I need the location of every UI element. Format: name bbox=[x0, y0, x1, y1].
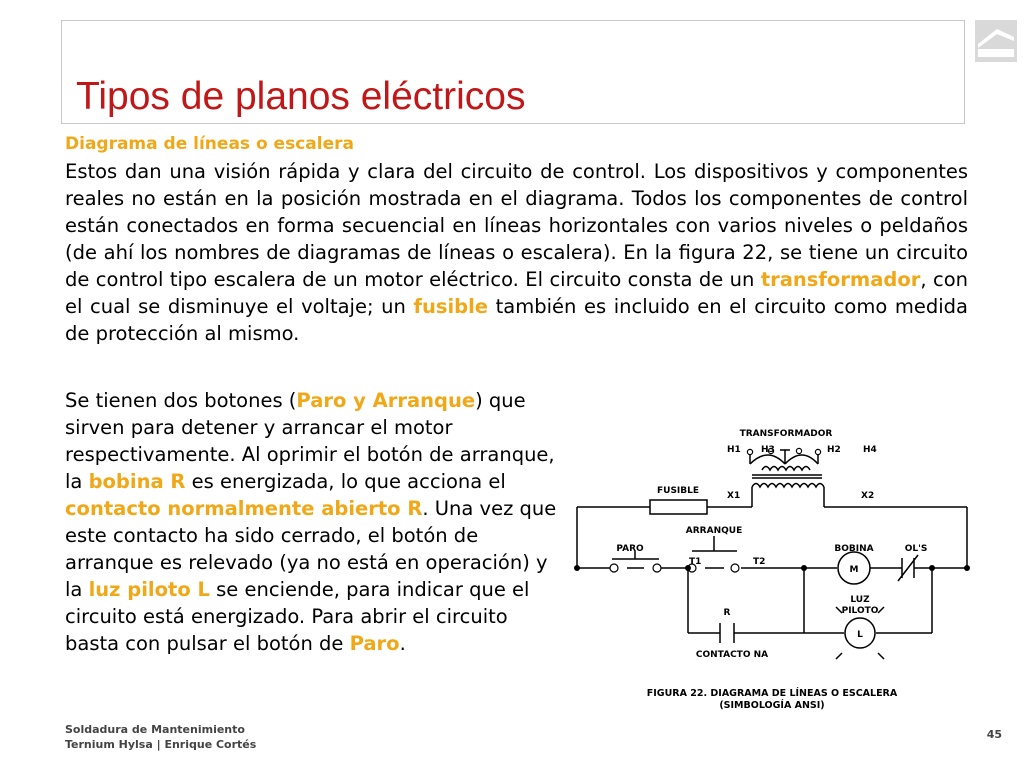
keyword-fusible: fusible bbox=[413, 295, 488, 318]
keyword-luz-piloto: luz piloto L bbox=[88, 578, 210, 601]
title-box bbox=[61, 20, 965, 124]
label-coil: BOBINA bbox=[834, 544, 874, 554]
intro-text-2: , con el cual se disminuye el voltaje; un bbox=[65, 268, 968, 318]
buttons-text-2: ) que sirven para detener y arrancar el motor respectivamente. Al oprimir el botón de arranque, la bbox=[65, 389, 555, 493]
intro-text-1: Estos dan una visión rápida y clara del circuito de control. Los dispositivos y componentes reales no están en la posición mostrada en el diagrama. Todos los componentes de control están conectados en forma secuencial en líneas horizontales con varios niveles o peldaños (de ahí los nombres de diagramas de líneas o escalera). En la figura 22, se tiene un circuito de control tipo escalera de un motor eléctrico. El circuito consta de un bbox=[65, 160, 968, 291]
label-overload: OL'S bbox=[904, 544, 928, 554]
home-button[interactable] bbox=[975, 20, 1017, 62]
buttons-text-1: Se tienen dos botones ( bbox=[65, 389, 297, 412]
keyword-paro: Paro bbox=[349, 632, 400, 655]
label-pilot-light-2: PILOTO bbox=[841, 606, 879, 616]
footer bbox=[65, 722, 256, 752]
diagram-wiring bbox=[577, 450, 967, 659]
ladder-diagram bbox=[572, 420, 972, 670]
buttons-paragraph bbox=[65, 387, 560, 657]
buttons-text-6: . bbox=[399, 632, 406, 655]
keyword-paro-arranque: Paro y Arranque bbox=[296, 389, 476, 412]
label-lamp: L bbox=[857, 630, 863, 640]
label-x2: X2 bbox=[861, 491, 875, 501]
page-title: Tipos de planos eléctricos bbox=[76, 75, 526, 118]
label-contact-na: CONTACTO NA bbox=[695, 650, 769, 660]
section-heading: Diagrama de líneas o escalera bbox=[65, 134, 354, 154]
figure-caption bbox=[572, 688, 972, 712]
keyword-contacto-na: contacto normalmente abierto R bbox=[65, 497, 423, 520]
label-fuse: FUSIBLE bbox=[656, 486, 700, 496]
label-h2: H2 bbox=[827, 445, 841, 455]
buttons-text-4: . Una vez que este contacto ha sido cerrado, el botón de arranque es relevado (ya no está en operación) y la bbox=[65, 497, 557, 601]
label-stop: PARO bbox=[616, 544, 644, 554]
label-relay-contact: R bbox=[723, 608, 731, 618]
label-h1: H1 bbox=[727, 445, 741, 455]
buttons-text-3: es energizada, lo que acciona el bbox=[185, 470, 506, 493]
label-pilot-light-1: LUZ bbox=[850, 595, 870, 605]
label-h4: H4 bbox=[863, 445, 877, 455]
home-icon bbox=[975, 20, 1017, 62]
figure-caption-line2: (SIMBOLOGÍA ANSI) bbox=[719, 700, 825, 711]
keyword-bobina-r: bobina R bbox=[88, 470, 186, 493]
footer-course: Soldadura de Mantenimiento bbox=[65, 723, 245, 736]
label-h3: H3 bbox=[761, 445, 775, 455]
label-motor: M bbox=[849, 565, 859, 575]
intro-paragraph bbox=[65, 158, 968, 347]
keyword-transformador: transformador bbox=[760, 268, 921, 291]
buttons-text-5: se enciende, para indicar que el circuito está energizado. Para abrir el circuito basta con pulsar el botón de bbox=[65, 578, 530, 655]
page-number: 45 bbox=[986, 728, 1002, 741]
label-t2: T2 bbox=[753, 557, 766, 567]
label-transformer: TRANSFORMADOR bbox=[739, 429, 833, 439]
label-t1: T1 bbox=[689, 557, 702, 567]
label-start: ARRANQUE bbox=[685, 526, 743, 536]
intro-text-3: también es incluido en el circuito como medida de protección al mismo. bbox=[65, 295, 968, 345]
figure-caption-line1: FIGURA 22. DIAGRAMA DE LÍNEAS O ESCALERA bbox=[646, 688, 898, 699]
label-x1: X1 bbox=[727, 491, 741, 501]
footer-author: Ternium Hylsa | Enrique Cortés bbox=[65, 738, 257, 751]
